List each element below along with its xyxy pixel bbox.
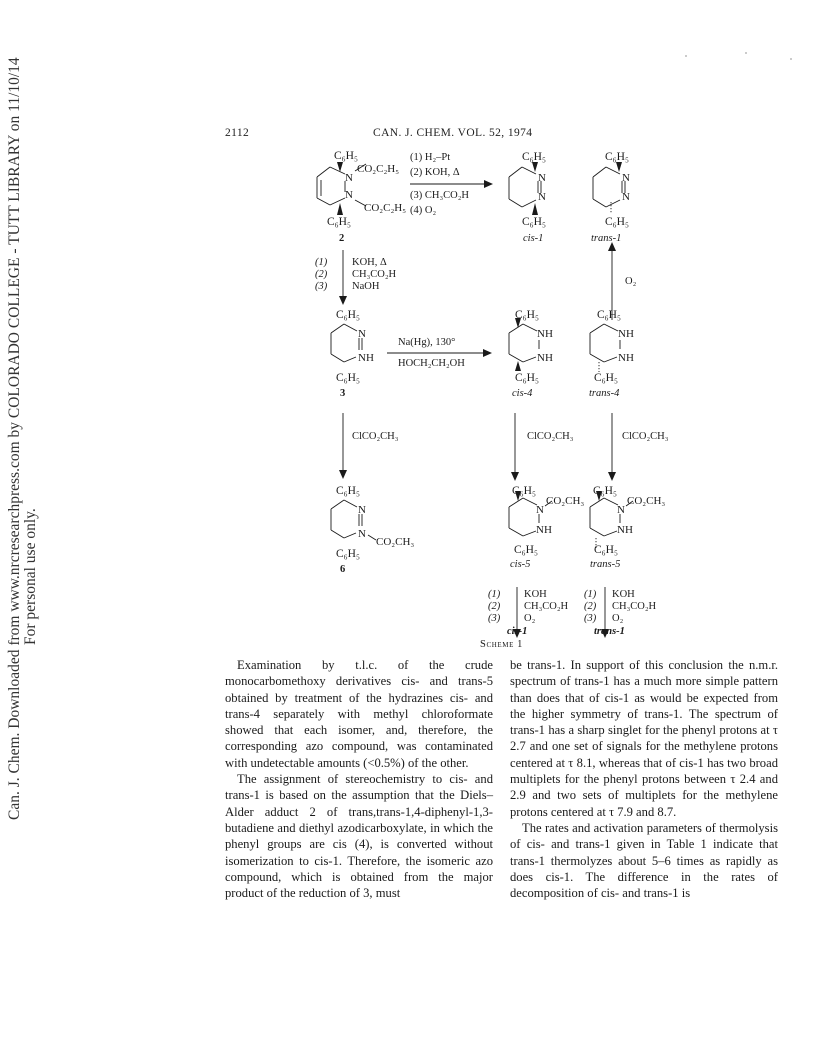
phenyl-label: C₆H₅ bbox=[594, 372, 618, 384]
reagent-koh: KOH, Δ bbox=[352, 257, 387, 268]
reagent-acetic-acid: CH₃CO₂H bbox=[352, 269, 397, 280]
nitrogen-label: N bbox=[622, 172, 630, 184]
product-cis-1-label: cis-1 bbox=[507, 626, 528, 637]
phenyl-label: C₆H₅ bbox=[522, 216, 546, 228]
reagent-oxygen: O₂ bbox=[625, 276, 637, 287]
phenyl-label: C₆H₅ bbox=[522, 151, 546, 163]
phenyl-label: C₆H₅ bbox=[594, 544, 618, 556]
paragraph: be trans-1. In support of this conclusion the n.m.r. spectrum of trans-1 has a much more simple pattern than does that of cis-1 as would be expected from the higher symmetry of trans-1. The spectrum of trans-1 has a sharp singlet for the phenyl protons at τ 2.7 and one set of signals for the methylene protons centered at τ 8.1, whereas that of cis-1 has two broad multiplets for the phenyl protons between τ 2.4 and 2.9 and two sets of multiplets for the methylene protons centered at τ 7.9 and 8.7. bbox=[510, 658, 778, 819]
trans-1-label: trans-1 bbox=[591, 233, 622, 244]
paragraph: Examination by t.l.c. of the crude monocarbomethoxy derivatives cis- and trans-5 obtained by treatment of the hydrazines cis- and trans-4 separately with methyl chloroformate showed that each isomer, and, therefore, the corresponding azo compound, was contaminated with undetectable amounts (<0.5%) of the other. bbox=[225, 658, 493, 770]
reagent-acetic-acid: CH₃CO₂H bbox=[612, 601, 657, 612]
scheme-caption: Scheme 1 bbox=[480, 639, 524, 650]
cis-1-structure bbox=[509, 167, 541, 207]
step-number: (2) bbox=[488, 601, 501, 612]
ester-label: CO₂C₂H₅ bbox=[364, 202, 407, 214]
phenyl-label: C₆H₅ bbox=[514, 544, 538, 556]
journal-header: CAN. J. CHEM. VOL. 52, 1974 bbox=[373, 127, 533, 139]
step-number: (2) bbox=[584, 601, 597, 612]
reagent-methyl-chloroformate: ClCO₂CH₃ bbox=[352, 431, 399, 442]
reagent-koh: KOH bbox=[612, 589, 635, 600]
step-number: (1) bbox=[584, 589, 597, 600]
trans-1-structure bbox=[593, 167, 625, 207]
nh-label: NH bbox=[617, 524, 633, 536]
nitrogen-label: N bbox=[358, 504, 366, 516]
ester-label: CO₂C₂H₅ bbox=[357, 163, 400, 175]
nh-label: NH bbox=[358, 352, 374, 364]
phenyl-label: C₆H₅ bbox=[605, 151, 629, 163]
text-column-left bbox=[225, 657, 493, 901]
ester-label: CO₂CH₃ bbox=[546, 495, 585, 507]
reagent-step-4: (4) O₂ bbox=[410, 205, 437, 216]
phenyl-label: C₆H₅ bbox=[605, 216, 629, 228]
phenyl-label: C₆H₅ bbox=[336, 485, 360, 497]
cis-1-label: cis-1 bbox=[523, 233, 544, 244]
compound-2-label: 2 bbox=[339, 233, 345, 244]
nitrogen-label: N bbox=[358, 528, 366, 540]
trans-4-structure bbox=[590, 324, 620, 362]
cis-4-label: cis-4 bbox=[512, 388, 533, 399]
reagent-naoh: NaOH bbox=[352, 281, 380, 292]
nitrogen-label: N bbox=[617, 504, 625, 516]
nh-label: NH bbox=[618, 352, 634, 364]
nitrogen-label: N bbox=[536, 504, 544, 516]
step-number: (1) bbox=[315, 257, 328, 268]
nh-label: NH bbox=[618, 328, 634, 340]
step-number: (3) bbox=[315, 281, 328, 292]
product-trans-1-label: trans-1 bbox=[594, 626, 625, 637]
nitrogen-label: N bbox=[538, 172, 546, 184]
nitrogen-label: N bbox=[345, 172, 353, 184]
step-number: (2) bbox=[315, 269, 328, 280]
reagent-sodium-amalgam: Na(Hg), 130° bbox=[398, 337, 456, 348]
ester-label: CO₂CH₃ bbox=[627, 495, 666, 507]
paragraph: The rates and activation parameters of thermolysis of cis- and trans-1 given in Table 1 indicate that trans-1 thermolyzes about 5–6 times as rapidly as does cis-1. The difference in the rates of decomposition of cis- and trans-1 is bbox=[510, 820, 778, 901]
step-number: (1) bbox=[488, 589, 501, 600]
nitrogen-label: N bbox=[538, 191, 546, 203]
nitrogen-label: N bbox=[622, 191, 630, 203]
phenyl-label: C₆H₅ bbox=[327, 216, 351, 228]
reagent-methyl-chloroformate: ClCO₂CH₃ bbox=[527, 431, 574, 442]
phenyl-label: C₆H₅ bbox=[336, 548, 360, 560]
reagent-step-3: (3) CH₃CO₂H bbox=[410, 190, 469, 201]
paragraph: The assignment of stereochemistry to cis- and trans-1 is based on the assumption that the Diels–Alder adduct 2 of trans,trans-1,4-diphenyl-1,3-butadiene and diethyl azodicarboxylate, in which the phenyl groups are cis (4), is converted without isomerization to cis-1. Therefore, the isomeric azo compound, which is obtained from the major product of the reduction of 3, must bbox=[225, 772, 493, 901]
step-number: (3) bbox=[488, 613, 501, 624]
nh-label: NH bbox=[536, 524, 552, 536]
cis-5-label: cis-5 bbox=[510, 559, 531, 570]
nh-label: NH bbox=[537, 328, 553, 340]
reagent-oxygen: O₂ bbox=[524, 613, 536, 624]
reagent-acetic-acid: CH₃CO₂H bbox=[524, 601, 569, 612]
compound-6-label: 6 bbox=[340, 564, 346, 575]
phenyl-label: C₆H₅ bbox=[597, 309, 621, 321]
phenyl-label: C₆H₅ bbox=[336, 309, 360, 321]
compound-6-structure bbox=[331, 500, 376, 540]
trans-4-label: trans-4 bbox=[589, 388, 620, 399]
reagent-methyl-chloroformate: ClCO₂CH₃ bbox=[622, 431, 669, 442]
nitrogen-label: N bbox=[345, 189, 353, 201]
reagent-step-2: (2) KOH, Δ bbox=[410, 167, 460, 178]
reagent-koh: KOH bbox=[524, 589, 547, 600]
reagent-oxygen: O₂ bbox=[612, 613, 624, 624]
watermark-line-1: Can. J. Chem. Downloaded from www.nrcresearchpress.com by COLORADO COLLEGE - TUTT LIBRARY on 11/10/14 bbox=[6, 57, 23, 820]
phenyl-label: C₆H₅ bbox=[512, 485, 536, 497]
step-number: (3) bbox=[584, 613, 597, 624]
reagent-ethylene-glycol: HOCH₂CH₂OH bbox=[398, 358, 465, 369]
compound-3-label: 3 bbox=[340, 388, 346, 399]
phenyl-label: C₆H₅ bbox=[515, 309, 539, 321]
text-column-right bbox=[510, 657, 778, 901]
ester-label: CO₂CH₃ bbox=[376, 536, 415, 548]
phenyl-label: C₆H₅ bbox=[593, 485, 617, 497]
watermark-line-2: For personal use only. bbox=[22, 508, 39, 645]
reagent-step-1: (1) H₂–Pt bbox=[410, 152, 451, 163]
phenyl-label: C₆H₅ bbox=[336, 372, 360, 384]
phenyl-label: C₆H₅ bbox=[334, 150, 358, 162]
cis-4-structure bbox=[509, 324, 539, 362]
phenyl-label: C₆H₅ bbox=[515, 372, 539, 384]
nitrogen-label: N bbox=[358, 328, 366, 340]
page-number: 2112 bbox=[225, 127, 250, 139]
trans-5-label: trans-5 bbox=[590, 559, 621, 570]
nh-label: NH bbox=[537, 352, 553, 364]
